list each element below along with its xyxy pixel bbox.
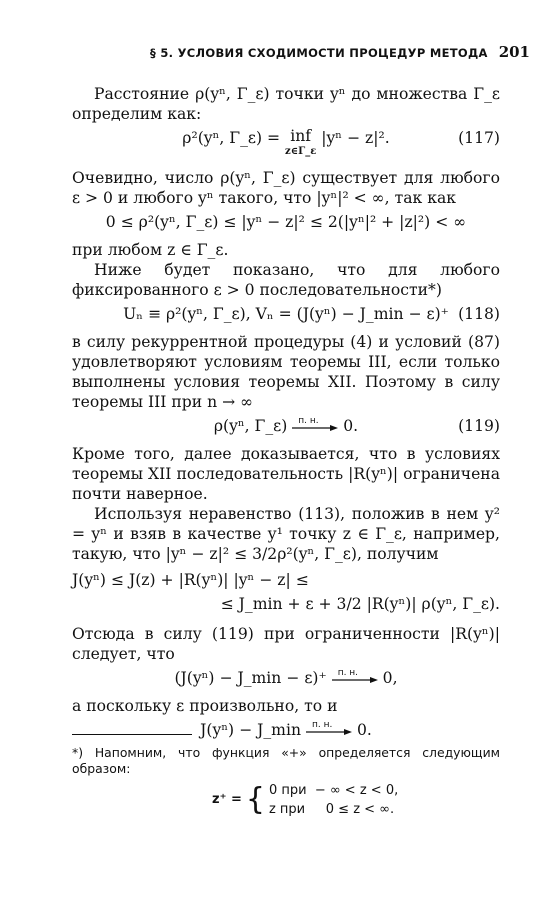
as-convergence-arrow	[306, 720, 352, 738]
eq119-rhs: 0.	[343, 417, 359, 435]
equation-119	[72, 416, 500, 436]
arrow-icon	[332, 676, 378, 684]
eqa-rhs: 0,	[382, 669, 398, 687]
paragraph-7: Используя неравенство (113), положив в нем y² = yⁿ и взяв в качестве y¹ точку z ∈ Γ_ε, например, такую, что |yⁿ − z|² ≤ 3/2ρ²(yⁿ, Γ_ε), получим	[72, 505, 500, 563]
equation-long-line2: ≤ J_min + ε + 3/2 |R(yⁿ)| ρ(yⁿ, Γ_ε).	[220, 595, 500, 613]
equation-convergence-b	[72, 720, 500, 740]
paragraph-3: при любом z ∈ Γ_ε.	[72, 241, 229, 259]
arrow-label: п. н.	[337, 668, 359, 678]
paragraph-2: Очевидно, число ρ(yⁿ, Γ_ε) существует для любого ε > 0 и любого yⁿ такого, что |yⁿ|² < ∞, так как	[72, 169, 500, 207]
arrow-label: п. н.	[311, 720, 333, 730]
paragraph-4: Ниже будет показано, что для любого фиксированного ε > 0 последовательности*)	[72, 261, 500, 299]
equation-convergence-a	[72, 668, 500, 688]
eqb-rhs: 0.	[356, 721, 372, 739]
eq118-body: Uₙ ≡ ρ²(yⁿ, Γ_ε), Vₙ = (J(yⁿ) − J_min − ε)⁺	[123, 305, 449, 323]
page-number: 201	[498, 43, 530, 61]
paragraph-5: в силу рекуррентной процедуры (4) и условий (87) удовлетворяют условиям теоремы III, если только выполнены условия теоремы XII. Поэтому в силу теоремы III при n → ∞	[72, 333, 500, 411]
equation-117	[72, 128, 500, 160]
cases-rows	[269, 781, 398, 819]
running-header	[150, 43, 530, 61]
cases-row-1: 0 при − ∞ < z < 0,	[268, 783, 399, 798]
eq119-number: (119)	[458, 417, 500, 435]
footnote	[72, 745, 500, 819]
eq117-rhs: |yⁿ − z|².	[316, 129, 390, 147]
left-brace-icon: {	[245, 782, 265, 817]
eq117-inf: inf	[290, 127, 312, 145]
as-convergence-arrow	[292, 416, 338, 434]
footnote-divider	[72, 734, 192, 735]
paragraph-6: Кроме того, далее доказывается, что в условиях теоремы XII последовательность |R(yⁿ)| ограничена почти наверное.	[72, 445, 500, 503]
equation-118	[72, 304, 500, 324]
eq117-lhs: ρ²(yⁿ, Γ_ε) =	[182, 129, 286, 147]
eq118-number: (118)	[458, 305, 500, 323]
eqa-lhs: (J(yⁿ) − J_min − ε)⁺	[174, 669, 327, 687]
paragraph-9: а поскольку ε произвольно, то и	[72, 697, 338, 715]
cases-lhs: z⁺ =	[212, 792, 242, 807]
footnote-text: *) Напомним, что функция «+» определяется следующим образом:	[72, 745, 500, 776]
cases-row-2: z при 0 ≤ z < ∞.	[268, 802, 395, 817]
equation-inequality: 0 ≤ ρ²(yⁿ, Γ_ε) ≤ |yⁿ − z|² ≤ 2(|yⁿ|² + |z|²) < ∞	[105, 213, 467, 231]
arrow-label: п. н.	[298, 416, 319, 426]
eq117-number: (117)	[458, 129, 500, 147]
eq119-lhs: ρ(yⁿ, Γ_ε)	[213, 417, 288, 435]
eqb-lhs: J(yⁿ) − J_min	[200, 721, 301, 739]
paragraph-1: Расстояние ρ(yⁿ, Γ_ε) точки yⁿ до множества Γ_ε определим как:	[72, 85, 500, 123]
eq117-inf-block	[285, 128, 316, 160]
arrow-icon	[306, 728, 352, 736]
eq117-inf-sub: z∈Γ_ε	[285, 146, 317, 157]
running-title: § 5. УСЛОВИЯ СХОДИМОСТИ ПРОЦЕДУР МЕТОДА	[150, 46, 488, 60]
as-convergence-arrow	[332, 668, 378, 686]
paragraph-8: Отсюда в силу (119) при ограниченности |R(yⁿ)| следует, что	[72, 625, 500, 663]
footnote-cases	[212, 781, 500, 819]
page-body	[72, 84, 500, 748]
arrow-icon	[292, 424, 338, 432]
equation-long-line1: J(yⁿ) ≤ J(z) + |R(yⁿ)| |yⁿ − z| ≤	[72, 571, 309, 589]
